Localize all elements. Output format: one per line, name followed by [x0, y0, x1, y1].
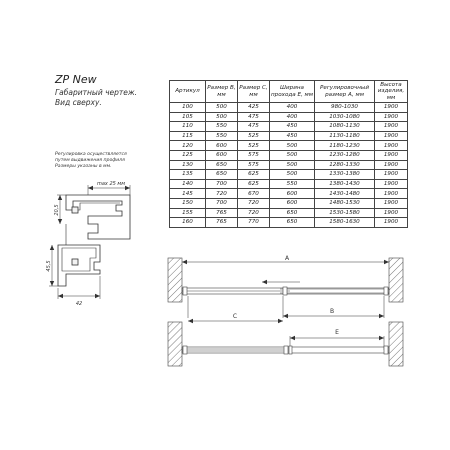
cell-adjust-a: 1480-1530 [315, 198, 375, 208]
header-size-c: Размер C, мм [238, 81, 270, 103]
subtitle-line-1: Габаритный чертеж. [55, 88, 138, 97]
label-e: E [335, 329, 339, 336]
cell-size-b: 550 [206, 131, 238, 141]
cell-adjust-a: 1080-1130 [315, 122, 375, 132]
cell-height: 1900 [375, 150, 408, 160]
cell-size-c: 575 [238, 160, 270, 170]
upper-joint [283, 287, 287, 295]
cell-adjust-a: 1230-1280 [315, 150, 375, 160]
lower-end-right [384, 346, 388, 354]
header-size-b: Размер B, мм [206, 81, 238, 103]
roller-2 [72, 259, 78, 265]
cell-article: 150 [170, 198, 206, 208]
lower-end-left [183, 346, 187, 354]
lower-joint-2 [289, 346, 292, 354]
upper-end-right [384, 287, 388, 295]
cell-height: 1900 [375, 218, 408, 228]
cell-adjust-a: 1430-1480 [315, 189, 375, 199]
cell-size-b: 650 [206, 170, 238, 180]
cell-adjust-a: 1030-1080 [315, 112, 375, 122]
cell-adjust-a: 1180-1230 [315, 141, 375, 151]
cell-height: 1900 [375, 103, 408, 113]
cell-article: 155 [170, 208, 206, 218]
label-a: A [284, 255, 290, 262]
cell-passage-e: 500 [270, 150, 315, 160]
upper-end-left [183, 287, 187, 295]
cell-article: 145 [170, 189, 206, 199]
note-line-2: путем выдвижения профиля [55, 158, 125, 163]
cell-article: 130 [170, 160, 206, 170]
cell-article: 110 [170, 122, 206, 132]
cell-adjust-a: 1380-1430 [315, 179, 375, 189]
cell-article: 120 [170, 141, 206, 151]
cell-size-b: 500 [206, 103, 238, 113]
cell-height: 1900 [375, 141, 408, 151]
cell-size-b: 550 [206, 122, 238, 132]
wall-lower-left [168, 322, 182, 366]
cell-height: 1900 [375, 160, 408, 170]
cell-passage-e: 450 [270, 122, 315, 132]
cell-passage-e: 550 [270, 179, 315, 189]
lower-joint-1 [284, 346, 288, 354]
header-article: Артикул [170, 81, 206, 103]
cell-size-c: 770 [238, 218, 270, 228]
cell-size-c: 575 [238, 150, 270, 160]
cell-size-c: 720 [238, 198, 270, 208]
cell-passage-e: 500 [270, 160, 315, 170]
cell-height: 1900 [375, 179, 408, 189]
cell-adjust-a: 1330-1380 [315, 170, 375, 180]
cell-article: 160 [170, 218, 206, 228]
roller-1 [72, 207, 78, 213]
cell-size-c: 525 [238, 131, 270, 141]
cell-size-b: 600 [206, 150, 238, 160]
cell-article: 100 [170, 103, 206, 113]
cell-height: 1900 [375, 122, 408, 132]
cell-size-b: 500 [206, 112, 238, 122]
cell-passage-e: 600 [270, 198, 315, 208]
profile-wall-inner [62, 248, 96, 271]
cell-adjust-a: 1530-1580 [315, 208, 375, 218]
top-view [168, 255, 403, 366]
cell-size-b: 765 [206, 208, 238, 218]
cell-height: 1900 [375, 170, 408, 180]
profile-top-body [66, 195, 130, 239]
cell-size-c: 475 [238, 122, 270, 132]
label-20-5: 20,5 [54, 204, 60, 216]
cell-adjust-a: 1580-1630 [315, 218, 375, 228]
cell-size-b: 700 [206, 179, 238, 189]
cell-article: 105 [170, 112, 206, 122]
label-42: 42 [75, 301, 83, 307]
label-max-25: max 25 мм [97, 181, 125, 187]
cell-size-b: 650 [206, 160, 238, 170]
drawing-title: ZP New [55, 73, 97, 86]
label-c: C [232, 313, 238, 320]
profile-wall-body [58, 245, 100, 286]
cell-article: 115 [170, 131, 206, 141]
cell-passage-e: 500 [270, 141, 315, 151]
wall-upper-left [168, 258, 182, 302]
cell-passage-e: 400 [270, 103, 315, 113]
cell-size-c: 720 [238, 208, 270, 218]
cell-size-b: 765 [206, 218, 238, 228]
note-line-1: Регулировка осуществляется [55, 152, 127, 157]
subtitle-line-2: Вид сверху. [55, 98, 102, 107]
wall-lower-right [389, 322, 403, 366]
cell-passage-e: 650 [270, 208, 315, 218]
label-45-5: 45,5 [46, 260, 52, 272]
header-height: Высота изделия, мм [375, 81, 408, 103]
profile-top-inner [73, 203, 120, 210]
cell-passage-e: 650 [270, 218, 315, 228]
cell-size-c: 525 [238, 141, 270, 151]
cell-article: 125 [170, 150, 206, 160]
cell-size-c: 475 [238, 112, 270, 122]
header-passage-e: Ширина прохода E, мм [270, 81, 315, 103]
cell-article: 135 [170, 170, 206, 180]
cell-size-c: 670 [238, 189, 270, 199]
profile-section [58, 195, 130, 286]
cell-height: 1900 [375, 189, 408, 199]
note-line-3: Размеры указаны в мм. [55, 164, 112, 169]
cell-height: 1900 [375, 198, 408, 208]
cell-height: 1900 [375, 131, 408, 141]
cell-size-c: 425 [238, 103, 270, 113]
wall-upper-right [389, 258, 403, 302]
cell-size-b: 700 [206, 198, 238, 208]
cell-size-c: 625 [238, 170, 270, 180]
cell-height: 1900 [375, 112, 408, 122]
cell-passage-e: 450 [270, 131, 315, 141]
cell-size-c: 625 [238, 179, 270, 189]
cell-adjust-a: 1280-1330 [315, 160, 375, 170]
cell-size-b: 600 [206, 141, 238, 151]
cell-adjust-a: 1130-1180 [315, 131, 375, 141]
label-b: B [329, 308, 335, 315]
cell-passage-e: 500 [270, 170, 315, 180]
header-adjust-a: Регулировочный размер A, мм [315, 81, 375, 103]
cell-passage-e: 600 [270, 189, 315, 199]
cell-size-b: 720 [206, 189, 238, 199]
cell-adjust-a: 980-1030 [315, 103, 375, 113]
cell-article: 140 [170, 179, 206, 189]
cell-height: 1900 [375, 208, 408, 218]
profile-dimensions [49, 185, 130, 299]
cell-passage-e: 400 [270, 112, 315, 122]
